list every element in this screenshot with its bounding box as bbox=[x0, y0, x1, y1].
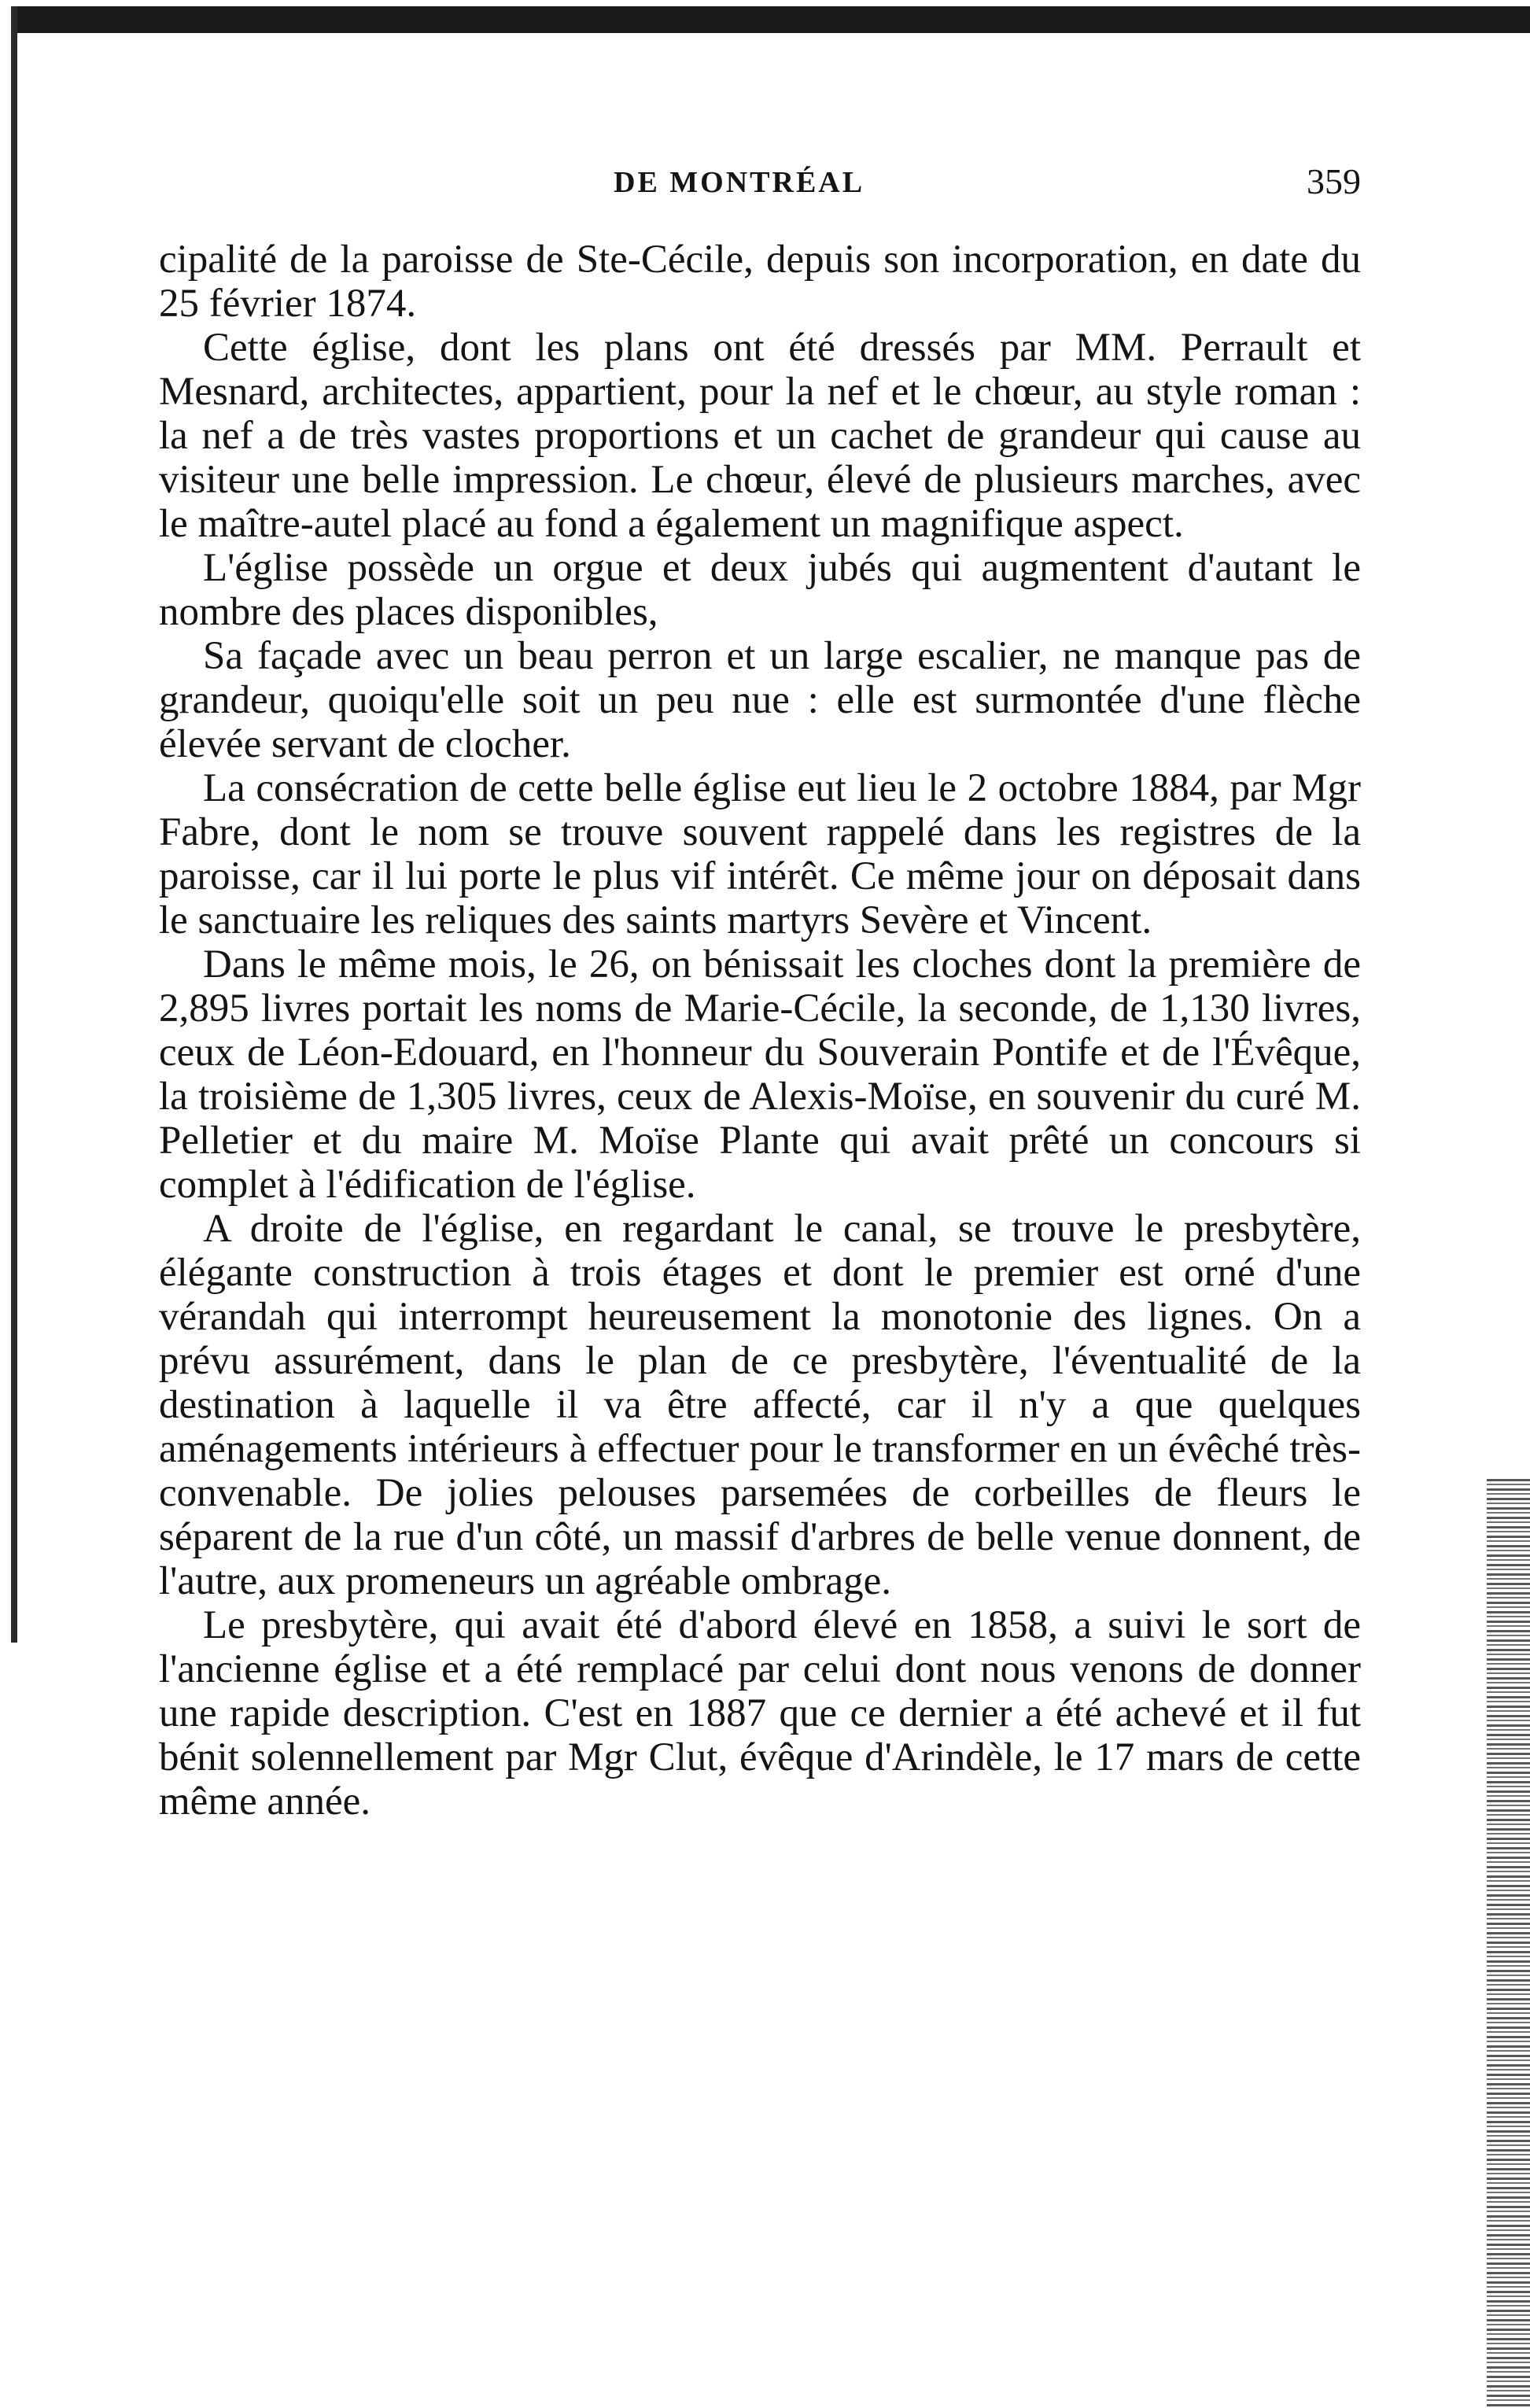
running-head bbox=[157, 161, 1361, 212]
paragraph-consecration: La consécration de cette belle église eut lieu le 2 octobre 1884, par Mgr Fabre, dont le nom se trouve souvent rappelé dans les registres de la paroisse, car il lui porte le plus vif intérêt. Ce même jour on déposait dans le sanctuaire les reliques des saints martyrs Sevère et Vincent. bbox=[159, 766, 1361, 942]
body-text bbox=[159, 238, 1361, 1824]
header-title: DE MONTRÉAL bbox=[614, 166, 865, 199]
page-edge-binding-shadow bbox=[1487, 1479, 1530, 2408]
page-edge-left-rule bbox=[11, 6, 17, 1643]
paragraph-presbytery-history: Le presbytère, qui avait été d'abord élevé en 1858, a suivi le sort de l'ancienne église et a été remplacé par celui dont nous venons de donner une rapide description. C'est en 1887 que ce dernier a été achevé et il fut bénit solennellement par Mgr Clut, évêque d'Arindèle, le 17 mars de cette même année. bbox=[159, 1603, 1361, 1824]
page-number: 359 bbox=[1307, 161, 1361, 201]
page-edge-top-rule bbox=[11, 6, 1530, 33]
paragraph-organ-galleries: L'église possède un orgue et deux jubés qui augmentent d'autant le nombre des places disponibles, bbox=[159, 546, 1361, 634]
paragraph-church-architecture: Cette église, dont les plans ont été dressés par MM. Perrault et Mesnard, architectes, appartient, pour la nef et le chœur, au style roman : la nef a de très vastes proportions et un cachet de grandeur qui cause au visiteur une belle impression. Le chœur, élevé de plusieurs marches, avec le maître-autel placé au fond a également un magnifique aspect. bbox=[159, 326, 1361, 546]
paragraph-continuation: cipalité de la paroisse de Ste-Cécile, depuis son incorporation, en date du 25 février 1874. bbox=[159, 238, 1361, 326]
paragraph-facade: Sa façade avec un beau perron et un large escalier, ne manque pas de grandeur, quoiqu'elle soit un peu nue : elle est surmontée d'une flèche élevée servant de clocher. bbox=[159, 634, 1361, 766]
paragraph-presbytery: A droite de l'église, en regardant le canal, se trouve le presbytère, élégante construction à trois étages et dont le premier est orné d'une vérandah qui interrompt heureusement la monotonie des lignes. On a prévu assurément, dans le plan de ce presbytère, l'éventualité de la destination à laquelle il va être affecté, car il n'y a que quelques aménagements intérieurs à effectuer pour le transformer en un évêché très-convenable. De jolies pelouses parsemées de corbeilles de fleurs le séparent de la rue d'un côté, un massif d'arbres de belle venue donnent, de l'autre, aux promeneurs un agréable ombrage. bbox=[159, 1207, 1361, 1603]
paragraph-bells: Dans le même mois, le 26, on bénissait les cloches dont la première de 2,895 livres portait les noms de Marie-Cécile, la seconde, de 1,130 livres, ceux de Léon-Edouard, en l'honneur du Souverain Pontife et de l'Évêque, la troisième de 1,305 livres, ceux de Alexis-Moïse, en souvenir du curé M. Pelletier et du maire M. Moïse Plante qui avait prêté un concours si complet à l'édification de l'église. bbox=[159, 942, 1361, 1207]
